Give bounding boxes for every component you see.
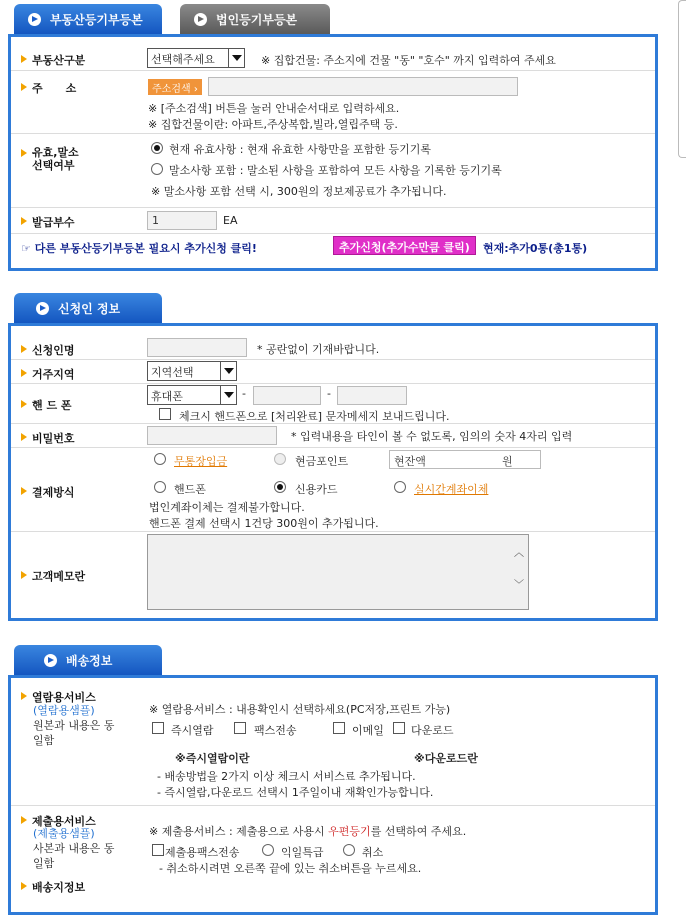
view-note3: - 즉시열람,다운로드 선택시 1주일이내 재확인가능합니다. [157, 786, 434, 799]
play-icon [194, 13, 207, 26]
submit-fax-label: 제출용팩스전송 [165, 846, 240, 859]
row-view-service [11, 682, 655, 806]
fax-checkbox[interactable] [234, 722, 246, 734]
pay-card-radio[interactable] [274, 481, 286, 493]
scroll-down-icon[interactable]: ﹀ [514, 580, 524, 591]
tab-corporate[interactable] [180, 4, 330, 34]
registered-mail-text: 우편등기 [328, 825, 371, 838]
valid-label [21, 146, 79, 172]
instant-view-label: 즉시열람 [171, 724, 214, 737]
pay-realtime-radio[interactable] [394, 481, 406, 493]
select-value: 선택해주세요 [151, 53, 215, 66]
instant-view-title: ※즉시열람이란 [175, 752, 250, 765]
name-input[interactable] [147, 338, 247, 357]
phone-carrier-select[interactable] [147, 385, 237, 405]
region-label: 거주지역 [21, 366, 75, 382]
tab-delivery [14, 645, 162, 675]
add-request-button[interactable]: 추가신청(추가수만큼 클릭) [333, 236, 476, 255]
pay-bank-link[interactable]: 무통장입금 [174, 455, 228, 468]
submit-note-part1: ※ 제출용서비스 : 제출용으로 사용시 [149, 825, 329, 838]
valid-option2-radio[interactable] [151, 163, 163, 175]
tab-label: 부동산등기부등본 [50, 12, 143, 27]
sms-checkbox[interactable] [159, 408, 171, 420]
view-note: ※ 열람용서비스 : 내용확인시 선택하세요(PC저장,프린트 가능) [149, 703, 451, 716]
chevron-down-icon [220, 362, 236, 380]
submit-desc1: 사본과 내용은 동 [33, 842, 115, 855]
address-label: 주 소 [21, 80, 76, 96]
region-select[interactable] [147, 361, 237, 381]
add-request-text: ☞ 다른 부동산등기부등본 필요시 추가신청 클릭! [21, 242, 257, 255]
pay-point-radio[interactable] [274, 453, 286, 465]
row-memo [11, 532, 655, 618]
delivery-address-label: 배송지정보 [21, 879, 85, 895]
password-note: * 입력내용을 타인이 볼 수 없도록, 임의의 숫자 4자리 입력 [291, 430, 573, 443]
valid-option1-label: 현재 유효사항 : 현재 유효한 사항만을 포함한 등기기록 [169, 143, 431, 156]
view-service-label: 열람용서비스 [21, 689, 96, 705]
row-delivery-address [11, 874, 655, 898]
copies-input[interactable]: 1 [147, 211, 217, 230]
submit-service-label: 제출용서비스 [21, 813, 96, 829]
property-form [8, 34, 658, 271]
side-panel-edge [678, 0, 686, 158]
row-copies [11, 208, 655, 234]
download-label: 다운로드 [411, 724, 454, 737]
tab-label: 법인등기부등본 [216, 12, 298, 27]
phone-last-input[interactable] [337, 386, 407, 405]
email-checkbox[interactable] [333, 722, 345, 734]
name-note: * 공란없이 기재바랍니다. [257, 343, 380, 356]
pay-phone-label: 핸드폰 [174, 483, 206, 496]
row-region [11, 360, 655, 384]
pay-note2: 핸드폰 결제 선택시 1건당 300원이 추가됩니다. [149, 517, 379, 530]
play-icon [36, 302, 49, 315]
row-password [11, 424, 655, 448]
property-type-select[interactable] [147, 48, 245, 68]
address-search-button[interactable]: 주소검색 › [148, 79, 202, 95]
valid-note: ※ 말소사항 포함 선택 시, 300원의 정보제공료가 추가됩니다. [151, 185, 447, 198]
pay-realtime-link[interactable]: 실시간계좌이체 [414, 483, 489, 496]
pay-note1: 법인계좌이체는 결제불가합니다. [149, 501, 305, 514]
scroll-up-icon[interactable]: ︿ [514, 548, 524, 559]
submit-desc2: 일함 [33, 857, 55, 870]
play-icon [44, 654, 57, 667]
balance-label: 현잔액 [394, 455, 426, 468]
address-note1: ※ [주소검색] 버튼을 눌러 안내순서대로 입력하세요. [148, 102, 400, 115]
tab-label: 신청인 정보 [58, 301, 121, 316]
chevron-down-icon [228, 49, 244, 67]
valid-option1-radio[interactable] [151, 142, 163, 154]
payment-label: 결제방식 [21, 484, 75, 500]
valid-label-line1: 유효,말소 [32, 146, 79, 159]
phone-dash2: - [327, 387, 331, 400]
copies-unit: EA [223, 214, 238, 227]
view-note2: - 배송방법을 2가지 이상 체크시 서비스료 추가됩니다. [157, 770, 416, 783]
pay-card-label: 신용카드 [295, 483, 338, 496]
tab-applicant [14, 293, 162, 323]
row-submit-service [11, 806, 655, 874]
email-label: 이메일 [352, 724, 384, 737]
valid-label-line2: 선택여부 [32, 159, 75, 172]
property-type-label: 부동산구분 [21, 52, 85, 68]
view-sample-link[interactable]: (열람용샘플) [33, 704, 95, 717]
tab-realestate[interactable] [14, 4, 162, 34]
view-desc2: 일함 [33, 734, 55, 747]
phone-label: 핸 드 폰 [21, 397, 72, 413]
tab-label: 배송정보 [66, 653, 113, 668]
cancel-label: 취소 [362, 846, 384, 859]
memo-label: 고객메모란 [21, 568, 85, 584]
phone-dash1: - [242, 387, 246, 400]
address-input[interactable] [208, 77, 518, 96]
select-value: 지역선택 [151, 366, 194, 379]
play-icon [28, 13, 41, 26]
row-address [11, 71, 655, 134]
cancel-radio[interactable] [343, 844, 355, 856]
delivery-form [8, 675, 658, 915]
name-label: 신청인명 [21, 342, 75, 358]
instant-view-checkbox[interactable] [152, 722, 164, 734]
applicant-form [8, 323, 658, 621]
download-title: ※다운로드란 [414, 752, 478, 765]
valid-option2-label: 말소사항 포함 : 말소된 사항을 포함하여 모든 사항을 기록한 등기기록 [169, 164, 502, 177]
password-label: 비밀번호 [21, 430, 75, 446]
express-label: 익일특급 [281, 846, 324, 859]
submit-fax-checkbox[interactable] [152, 844, 164, 856]
select-value: 휴대폰 [151, 390, 183, 403]
view-desc1: 원본과 내용은 동 [33, 719, 115, 732]
row-name [11, 336, 655, 360]
phone-middle-input[interactable] [253, 386, 321, 405]
row-payment [11, 448, 655, 532]
sms-label: 체크시 핸드폰으로 [처리완료] 문자메세지 보내드립니다. [179, 410, 450, 423]
chevron-down-icon [220, 386, 236, 404]
pay-phone-radio[interactable] [154, 481, 166, 493]
balance-field [389, 450, 541, 469]
copies-label: 발급부수 [21, 214, 75, 230]
submit-note-part3: 를 선택하여 주세요. [370, 825, 467, 838]
address-note2: ※ 집합건물이란: 아파트,주상복합,빌라,열립주택 등. [148, 118, 398, 131]
password-input[interactable] [147, 426, 277, 445]
memo-textarea[interactable] [147, 534, 529, 610]
download-checkbox[interactable] [393, 722, 405, 734]
fax-label: 팩스전송 [254, 724, 297, 737]
pay-bank-radio[interactable] [154, 453, 166, 465]
balance-unit: 원 [502, 455, 513, 468]
property-type-note: ※ 집합건물: 주소지에 건물 "동" "호수" 까지 입력하여 주세요 [261, 54, 556, 67]
row-valid-select [11, 134, 655, 208]
submit-note [149, 823, 466, 839]
row-property-type [11, 43, 655, 71]
add-status: 현재:추가0통(총1통) [483, 242, 588, 255]
pay-point-label: 현금포인트 [295, 455, 349, 468]
submit-sample-link[interactable]: (제출용샘플) [33, 827, 95, 840]
express-radio[interactable] [262, 844, 274, 856]
cancel-note: - 취소하시려면 오른쪽 끝에 있는 취소버튼을 누르세요. [159, 862, 422, 875]
row-phone [11, 384, 655, 424]
